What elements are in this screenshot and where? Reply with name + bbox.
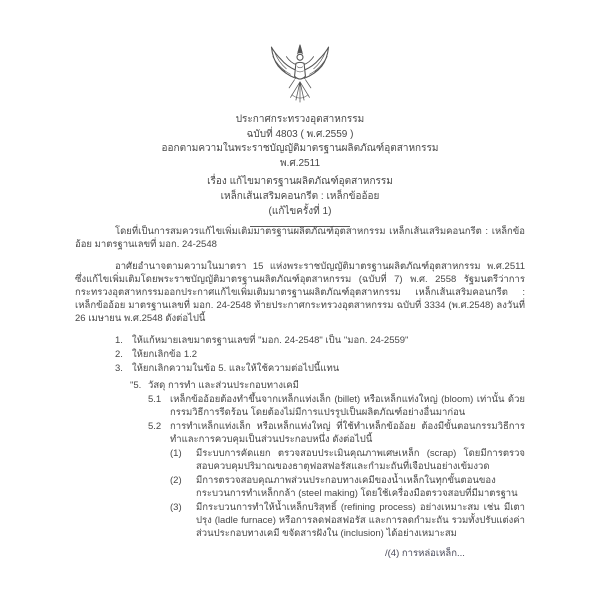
clause-5-block <box>75 379 525 540</box>
subject-line-1: เรื่อง แก้ไขมาตรฐานผลิตภัณฑ์อุตสาหกรรม <box>207 176 393 188</box>
sub-item-number: (3) <box>170 502 182 513</box>
amendment-item <box>75 362 525 375</box>
sub-item-number: (1) <box>170 448 182 459</box>
clause-item-5-1 <box>75 393 525 419</box>
document-body <box>75 225 525 541</box>
clause-5-number: "5. <box>130 380 142 391</box>
clause-item-number: 5.2 <box>148 421 162 432</box>
clause-item-text: เหล็กข้ออ้อยต้องทำขึ้นจากเหล็กแท่งเล็ก (billet) หรือเหล็กแท่งใหญ่ (bloom) เท่านั้น ด้วยกรรมวิธีการรีดร้อน โดยต้องไม่มีการแปรรูปเป็นผลิตภัณฑ์อย่างอื่นมาก่อน <box>170 394 525 418</box>
clause-item-text: การทำเหล็กแท่งเล็ก หรือเหล็กแท่งใหญ่ ที่ใช้ทำเหล็กข้ออ้อย ต้องมีขั้นตอนกรรมวิธีการทำและการควบคุมเป็นส่วนประกอบหนึ่ง ดังต่อไปนี้ <box>170 421 525 445</box>
page-continuation-marker: /(4) การหล่อเหล็ก... <box>385 548 465 559</box>
preamble-paragraph: โดยที่เป็นการสมควรแก้ไขเพิ่มเติมมาตรฐานผลิตภัณฑ์อุตสาหกรรม เหล็กเส้นเสริมคอนกรีต : เหล็กข้ออ้อย มาตรฐานเลขที่ มอก. 24-2548 <box>75 226 525 250</box>
sub-item-3 <box>75 501 525 540</box>
clause-item-number: 5.1 <box>148 394 162 405</box>
header-issue-number: ฉบับที่ 4803 ( พ.ศ.2559 ) <box>246 128 354 140</box>
header-title: ประกาศกระทรวงอุตสาหกรรม <box>235 114 365 125</box>
document-header <box>0 113 600 227</box>
amendment-text: ให้แก้หมายเลขมาตรฐานเลขที่ "มอก. 24-2548" เป็น "มอก. 24-2559" <box>132 335 409 346</box>
amendment-text: ให้ยกเลิกความในข้อ 5. และให้ใช้ความต่อไปนี้แทน <box>132 363 340 374</box>
header-act-year: พ.ศ.2511 <box>280 157 320 169</box>
header-act-line: ออกตามความในพระราชบัญญัติมาตรฐานผลิตภัณฑ์อุตสาหกรรม <box>161 143 439 155</box>
sub-item-text: มีกระบวนการทำให้น้ำเหล็กบริสุทธิ์ (refining process) อย่างเหมาะสม เช่น มีเตาปรุง (ladle furnace) หรือการลดฟอสฟอรัส และการลดกำมะถัน รวมทั้งปรับแต่งค่าส่วนประกอบทางเคมี ขจัดสารฝังใน (inclusion) ได้อย่างเหมาะสม <box>196 502 525 539</box>
amendment-number: 1. <box>115 335 123 346</box>
amendment-text: ให้ยกเลิกข้อ 1.2 <box>132 349 198 360</box>
subject-line-2: เหล็กเส้นเสริมคอนกรีต : เหล็กข้ออ้อย <box>220 190 380 202</box>
clause-5-heading <box>75 379 525 392</box>
amendment-number: 3. <box>115 363 123 374</box>
subject-line-3: (แก้ไขครั้งที่ 1) <box>268 205 332 217</box>
garuda-emblem <box>266 44 334 110</box>
authority-paragraph: อาศัยอำนาจตามความในมาตรา 15 แห่งพระราชบัญญัติมาตรฐานผลิตภัณฑ์อุตสาหกรรม พ.ศ.2511 ซึ่งแก้ไขเพิ่มเติมโดยพระราชบัญญัติมาตรฐานผลิตภัณฑ์อุตสาหกรรม (ฉบับที่ 7) พ.ศ. 2558 รัฐมนตรีว่าการกระทรวงอุตสาหกรรมออกประกาศแก้ไขเพิ่มเติมมาตรฐานผลิตภัณฑ์อุตสาหกรรม เหล็กเส้นเสริมคอนกรีต : เหล็กข้ออ้อย มาตรฐานเลขที่ มอก. 24-2548 ท้ายประกาศกระทรวงอุตสาหกรรม ฉบับที่ 3334 (พ.ศ.2548) ลงวันที่ 26 เมษายน พ.ศ.2548 ดังต่อไปนี้ <box>75 261 525 324</box>
sub-item-number: (2) <box>170 475 182 486</box>
amendment-item <box>75 348 525 361</box>
amendment-item <box>75 334 525 347</box>
sub-item-text: มีระบบการคัดแยก ตรวจสอบประเมินคุณภาพเศษเหล็ก (scrap) โดยมีการตรวจสอบควบคุมปริมาณของธาตุฟอสฟอรัสและกำมะถันที่เจือปนอย่างเข้มงวด <box>196 448 525 472</box>
subject-block <box>0 175 600 219</box>
amendment-list <box>75 334 525 375</box>
sub-item-text: มีการตรวจสอบคุณภาพส่วนประกอบทางเคมีของน้ำเหล็กในทุกขั้นตอนของกระบวนการทำเหล็กกล้า (steel making) โดยใช้เครื่องมือตรวจสอบที่มีมาตรฐาน <box>196 475 518 499</box>
sub-item-1 <box>75 447 525 473</box>
clause-item-5-2 <box>75 420 525 446</box>
clause-5-title: วัสดุ การทำ และส่วนประกอบทางเคมี <box>148 380 299 391</box>
sub-item-2 <box>75 474 525 500</box>
amendment-number: 2. <box>115 349 123 360</box>
garuda-icon <box>266 44 334 110</box>
